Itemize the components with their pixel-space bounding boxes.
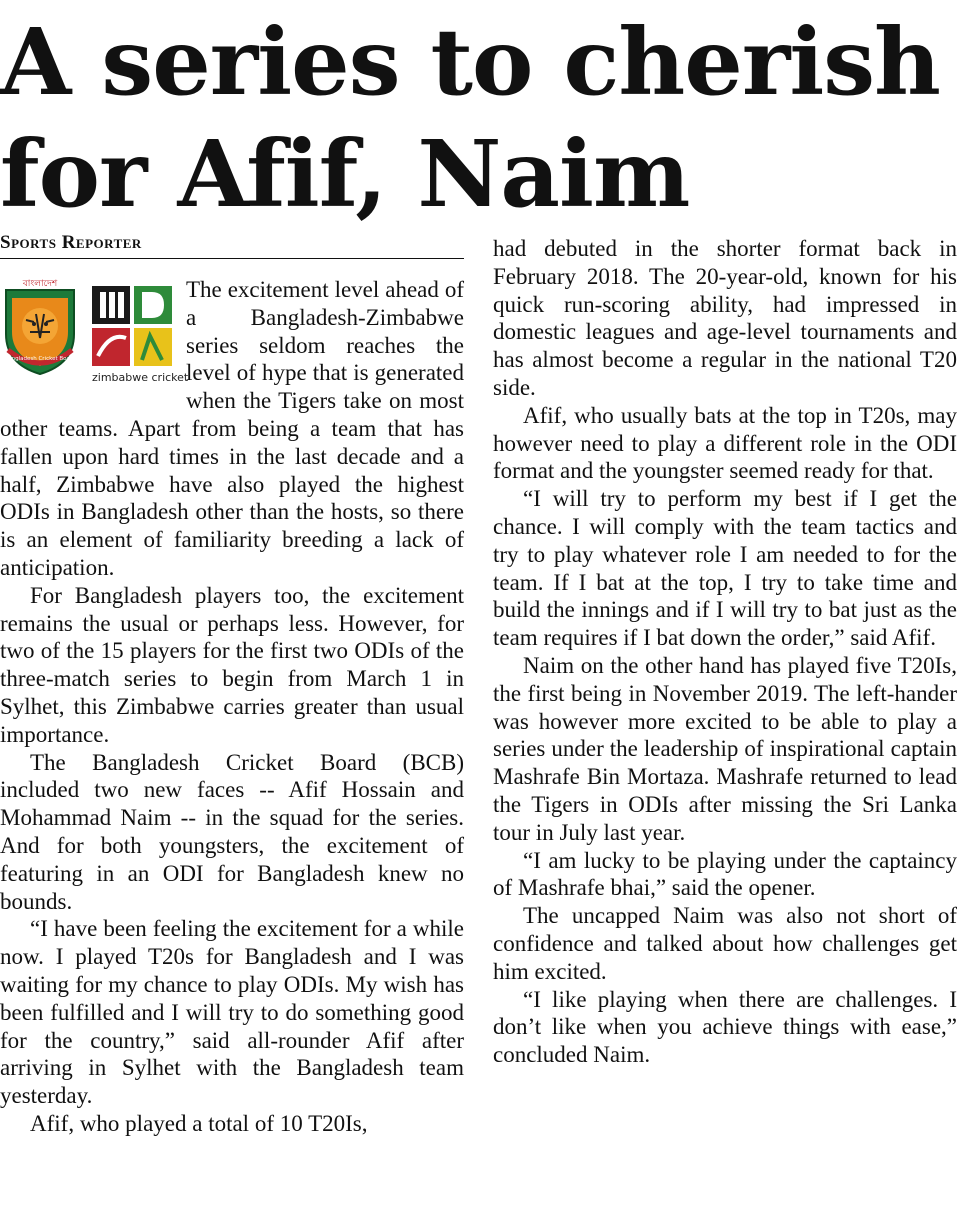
paragraph: “I am lucky to be playing under the captaincy of Mashrafe bhai,” said the opener.: [493, 847, 957, 901]
paragraph: The Bangladesh Cricket Board (BCB) included two new faces -- Afif Hossain and Mohammad Naim -- in the squad for the series. And for both youngsters, the excitement of featuring in an ODI for Bangladesh knew no bounds.: [0, 749, 464, 914]
paragraph: The excitement level ahead of a Bangladesh-Zimbabwe series seldom reaches the level of hype that is generated when the Tigers take on most other teams. Apart from being a team that has fallen upon hard times in the last decade and a half, Zimbabwe have also played the highest ODIs in Bangladesh other than the hosts, so there is an element of familiarity breeding a lack of anticipation.: [0, 277, 464, 580]
column-right: [493, 235, 957, 1069]
headline: A series to cherish for Afif, Naim: [0, 8, 940, 228]
zimbabwe-cricket-logo: [92, 286, 172, 366]
zimbabwe-cricket-label: zimbabwe cricket: [92, 371, 189, 384]
paragraph: “I like playing when there are challenges. I don’t like when you achieve things with ease,” concluded Naim.: [493, 986, 957, 1068]
paragraph: “I have been feeling the excitement for a while now. I played T20s for Bangladesh and I was waiting for my chance to play ODIs. My wish has been fulfilled and I will try to do something good for the country,” said all-rounder Afif after arriving in Sylhet with the Bangladesh team yesterday.: [0, 916, 464, 1109]
bcb-logo: [0, 276, 80, 376]
paragraph: The uncapped Naim was also not short of confidence and talked about how challenges get him excited.: [493, 903, 957, 984]
bcb-board-label: Bangladesh Cricket Board: [4, 356, 76, 362]
paragraph: Naim on the other hand has played five T20Is, the first being in November 2019. The left-hander was however more excited to be able to play a series under the leadership of inspirational captain Mashrafe Bin Mortaza. Mashrafe returned to lead the Tigers in ODIs after missing the Sri Lanka tour in July last year.: [493, 652, 957, 845]
paragraph: Afif, who played a total of 10 T20Is,: [30, 1110, 368, 1136]
logos: [0, 276, 189, 386]
column-left: [0, 276, 464, 1138]
paragraph: “I will try to perform my best if I get the chance. I will comply with the team tactics and try to play whatever role I am needed to for the team. If I bat at the top, I try to take time and build the innings and if I will try to bat just as the team requires if I bat down the order,” said Afif.: [493, 486, 957, 651]
paragraph: had debuted in the shorter format back in February 2018. The 20-year-old, known for his quick run-scoring ability, had impressed in domestic leagues and age-level tournaments and has almost become a regular in the national T20 side.: [493, 236, 957, 400]
byline: Sports Reporter: [0, 232, 464, 259]
bcb-bengali-label: বাংলাদেশ: [22, 279, 58, 289]
paragraph: Afif, who usually bats at the top in T20s, may however need to play a different role in the ODI format and the youngster seemed ready for that.: [493, 402, 957, 484]
paragraph: For Bangladesh players too, the excitement remains the usual or perhaps less. However, for two of the 15 players for the first two ODIs of the three-match series to begin from March 1 in Sylhet, this Zimbabwe carries greater than usual importance.: [0, 582, 464, 747]
